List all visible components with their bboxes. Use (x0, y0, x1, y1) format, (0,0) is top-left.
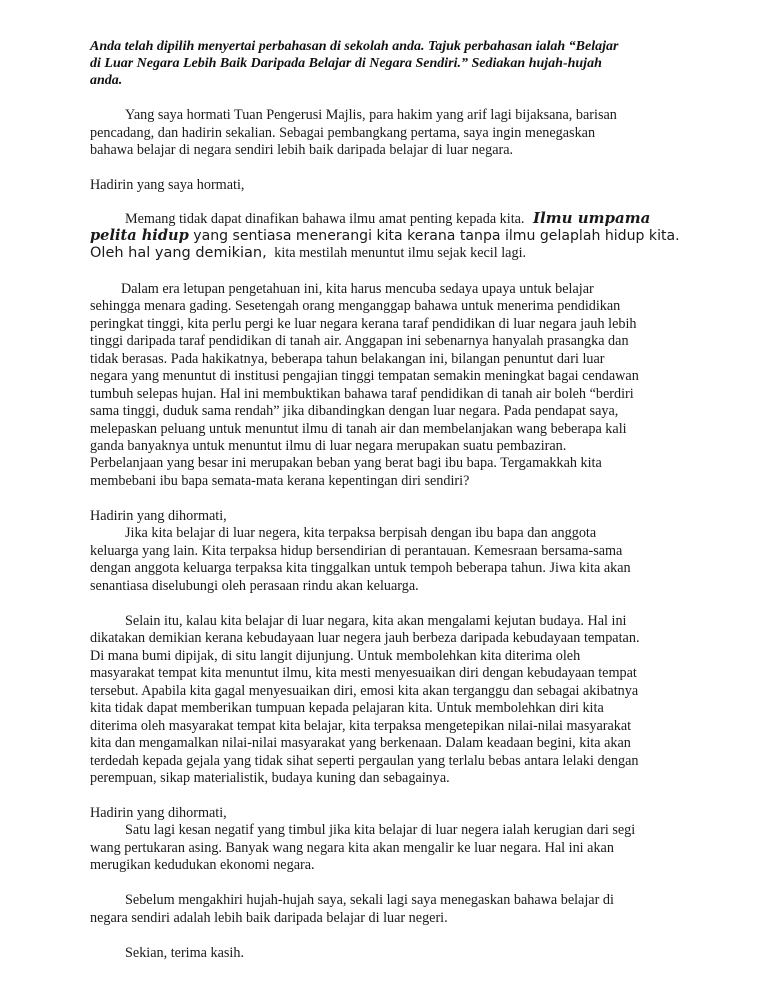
para3-line-6: negara yang menuntut di institusi pengajian tinggi tempatan semakin meningkat bagai cendawan (90, 368, 639, 384)
para1-line-3: bahawa belajar di negara sendiri lebih baik daripada belajar di luar negara. (90, 142, 514, 158)
para5-line-2: dikatakan demikian kerana kebudayaan luar negera jauh berbeza daripada kebudayaan tempatan. (90, 630, 640, 646)
para3-line-3: peringkat tinggi, kita perlu pergi ke luar negara kerana taraf pendidikan di luar negara jauh lebih (90, 316, 637, 332)
para3-line-2: sehingga menara gading. Sesetengah orang menganggap bahawa untuk menerima pendidikan (90, 298, 621, 314)
para5-line-4: masyarakat tempat kita menuntut ilmu, kita mesti menyesuaikan diri dengan kebudayaan tempat (90, 665, 637, 681)
para3-line-1: Dalam era letupan pengetahuan ini, kita harus mencuba sedaya upaya untuk belajar (121, 281, 594, 297)
para2-line-3 (90, 245, 526, 262)
para7-line-1: Sebelum mengakhiri hujah-hujah saya, sekali lagi saya menegaskan bahawa belajar di (125, 892, 614, 908)
para5-line-9: terdedah kepada gejala yang tidak sihat seperti pergaulan yang terlalu bebas antara lelaki dengan (90, 753, 639, 769)
para5-line-3: Di mana bumi dipijak, di situ langit dijunjung. Untuk membolehkan kita diterima oleh (90, 648, 581, 664)
para2-text-2: yang sentiasa menerangi kita kerana tanpa ilmu gelaplah hidup kita. (193, 228, 680, 244)
title-line-3: anda. (90, 73, 123, 88)
para5-line-5: tersebut. Apabila kita gagal menyesuaikan diri, emosi kita akan terganggu dan sebagai akibatnya (90, 683, 639, 699)
closing-line: Sekian, terima kasih. (125, 945, 244, 961)
greeting-3: Hadirin yang dihormati, (90, 805, 227, 821)
title-line-2: di Luar Negara Lebih Baik Daripada Belajar di Negara Sendiri.” Sediakan hujah-hujah (90, 56, 602, 71)
para6-line-2: wang pertukaran asing. Banyak wang negara kita akan mengalir ke luar negara. Hal ini akan (90, 840, 614, 856)
para5-line-1: Selain itu, kalau kita belajar di luar negara, kita akan mengalami kejutan budaya. Hal ini (125, 613, 627, 629)
para3-line-4: tinggi daripada taraf pendidikan di tanah air. Anggapan ini sebenarnya hanyalah prasangka dan (90, 333, 629, 349)
para3-line-10: ganda banyaknya untuk menuntut ilmu di luar negara merupakan suatu pembaziran. (90, 438, 567, 454)
para3-line-9: melepaskan peluang untuk menuntut ilmu di tanah air dan membelanjakan wang beberapa kali (90, 421, 627, 437)
para3-line-12: membebani ibu bapa semata-mata kerana kepentingan diri sendiri? (90, 473, 470, 489)
para5-line-8: kita dan mengamalkan nilai-nilai masyarakat yang berkenaan. Dalam keadaan begini, kita akan (90, 735, 631, 751)
para2-line-1 (125, 210, 650, 228)
para1-line-1: Yang saya hormati Tuan Pengerusi Majlis, para hakim yang arif lagi bijaksana, barisan (125, 107, 617, 123)
para2-emphasis-1: Ilmu umpama (533, 209, 651, 227)
para5-line-6: kita tidak dapat memberikan tumpuan kepada pelajaran kita. Untuk membolehkan diri kita (90, 700, 604, 716)
para6-line-3: merugikan kedudukan ekonomi negara. (90, 857, 315, 873)
para3-line-7: tumbuh selepas hujan. Hal ini membuktikan bahawa taraf pendidikan di tanah air boleh “berdiri (90, 386, 634, 402)
title-line-1: Anda telah dipilih menyertai perbahasan di sekolah anda. Tajuk perbahasan ialah “Belajar (90, 39, 619, 54)
para4-line-4: senantiasa diselubungi oleh perasaan rindu akan keluarga. (90, 578, 419, 594)
para2-emphasis-2: pelita hidup (90, 226, 189, 244)
para3-line-11: Perbelanjaan yang besar ini merupakan beban yang berat bagi ibu bapa. Tergamakkah kita (90, 455, 602, 471)
para4-line-2: keluarga yang lain. Kita terpaksa hidup bersendirian di perantauan. Kemesraan bersama-sama (90, 543, 623, 559)
para2-text-1: Memang tidak dapat dinafikan bahawa ilmu amat penting kepada kita. (125, 211, 525, 227)
para2-text-3b: kita mestilah menuntut ilmu sejak kecil lagi. (274, 245, 527, 261)
para5-line-7: diterima oleh masyarakat tempat kita belajar, kita terpaksa mengetepikan nilai-nilai masyarakat (90, 718, 632, 734)
para2-text-3a: Oleh hal yang demikian, (90, 245, 267, 261)
para4-line-3: dengan anggota keluarga terpaksa kita tinggalkan untuk tempoh beberapa tahun. Jiwa kita akan (90, 560, 631, 576)
para6-line-1: Satu lagi kesan negatif yang timbul jika kita belajar di luar negera ialah kerugian dari segi (125, 822, 636, 838)
para2-line-2 (90, 227, 680, 245)
greeting-2: Hadirin yang dihormati, (90, 508, 227, 524)
para5-line-10: perempuan, sikap materialistik, budaya kuning dan sebagainya. (90, 770, 450, 786)
para3-line-8: sama tinggi, duduk sama rendah” jika dibandingkan dengan luar negara. Pada pendapat saya, (90, 403, 619, 419)
para4-line-1: Jika kita belajar di luar negera, kita terpaksa berpisah dengan ibu bapa dan anggota (125, 525, 597, 541)
para3-line-5: tidak berasas. Pada hakikatnya, beberapa tahun belakangan ini, bilangan penuntut dari luar (90, 351, 605, 367)
para7-line-2: negara sendiri adalah lebih baik daripada belajar di luar negeri. (90, 910, 448, 926)
para1-line-2: pencadang, dan hadirin sekalian. Sebagai pembangkang pertama, saya ingin menegaskan (90, 125, 596, 141)
greeting-1: Hadirin yang saya hormati, (90, 177, 245, 193)
